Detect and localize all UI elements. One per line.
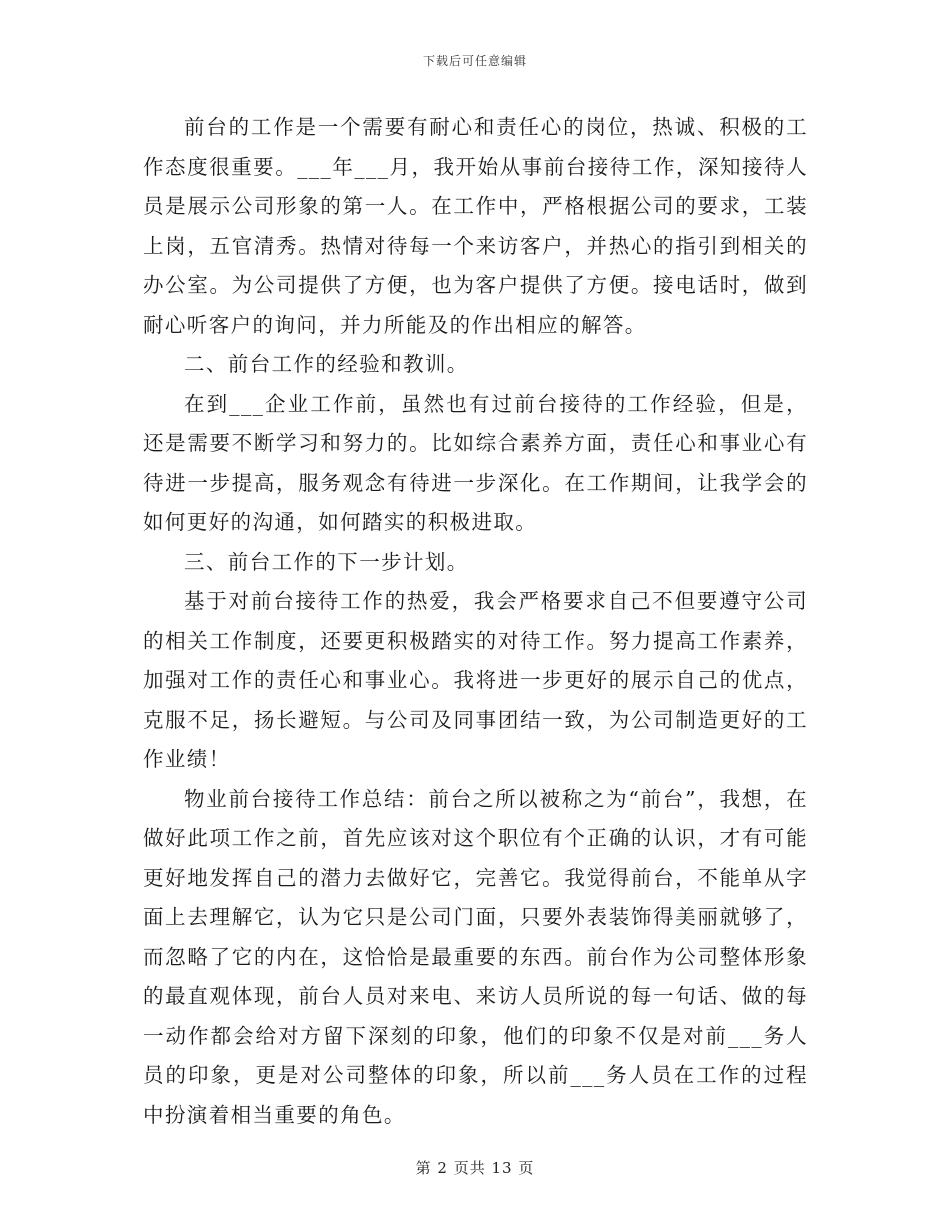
document-body <box>143 108 808 1135</box>
paragraph-intro: 前台的工作是一个需要有耐心和责任心的岗位，热诚、积极的工作态度很重要。___年___月，我开始从事前台接待工作，深知接待人员是展示公司形象的第一人。在工作中，严格根据公司的要求，工装上岗，五官清秀。热情对待每一个来访客户，并热心的指引到相关的办公室。为公司提供了方便，也为客户提供了方便。接电话时，做到耐心听客户的询问，并力所能及的作出相应的解答。 <box>143 115 808 337</box>
paragraph-property-summary: 物业前台接待工作总结：前台之所以被称之为“前台”，我想，在做好此项工作之前，首先应该对这个职位有个正确的认识，才有可能更好地发挥自己的潜力去做好它，完善它。我觉得前台，不能单从字面上去理解它，认为它只是公司门面，只要外表装饰得美丽就够了，而忽略了它的内在，这恰恰是最重要的东西。前台作为公司整体形象的最直观体现，前台人员对来电、来访人员所说的每一句话、做的每一动作都会给对方留下深刻的印象，他们的印象不仅是对前___务人员的印象，更是对公司整体的印象，所以前___务人员在工作的过程中扮演着相当重要的角色。 <box>143 786 808 1127</box>
paragraph-plan: 基于对前台接待工作的热爱，我会严格要求自己不但要遵守公司的相关工作制度，还要更积极踏实的对待工作。努力提高工作素养，加强对工作的责任心和事业心。我将进一步更好的展示自己的优点，克服不足，扬长避短。与公司及同事团结一致，为公司制造更好的工作业绩！ <box>143 589 808 771</box>
section-heading-experience: 二、前台工作的经验和教训。 <box>184 352 469 376</box>
page-footer: 第 2 页共 13 页 <box>415 1159 535 1177</box>
paragraph-experience: 在到___企业工作前，虽然也有过前台接待的工作经验，但是，还是需要不断学习和努力的。比如综合素养方面，责任心和事业心有待进一步提高，服务观念有待进一步深化。在工作期间，让我学会的如何更好的沟通，如何踏实的积极进取。 <box>143 391 808 534</box>
section-heading-plan: 三、前台工作的下一步计划。 <box>184 549 469 574</box>
page-header: 下载后可任意编辑 <box>422 54 527 68</box>
